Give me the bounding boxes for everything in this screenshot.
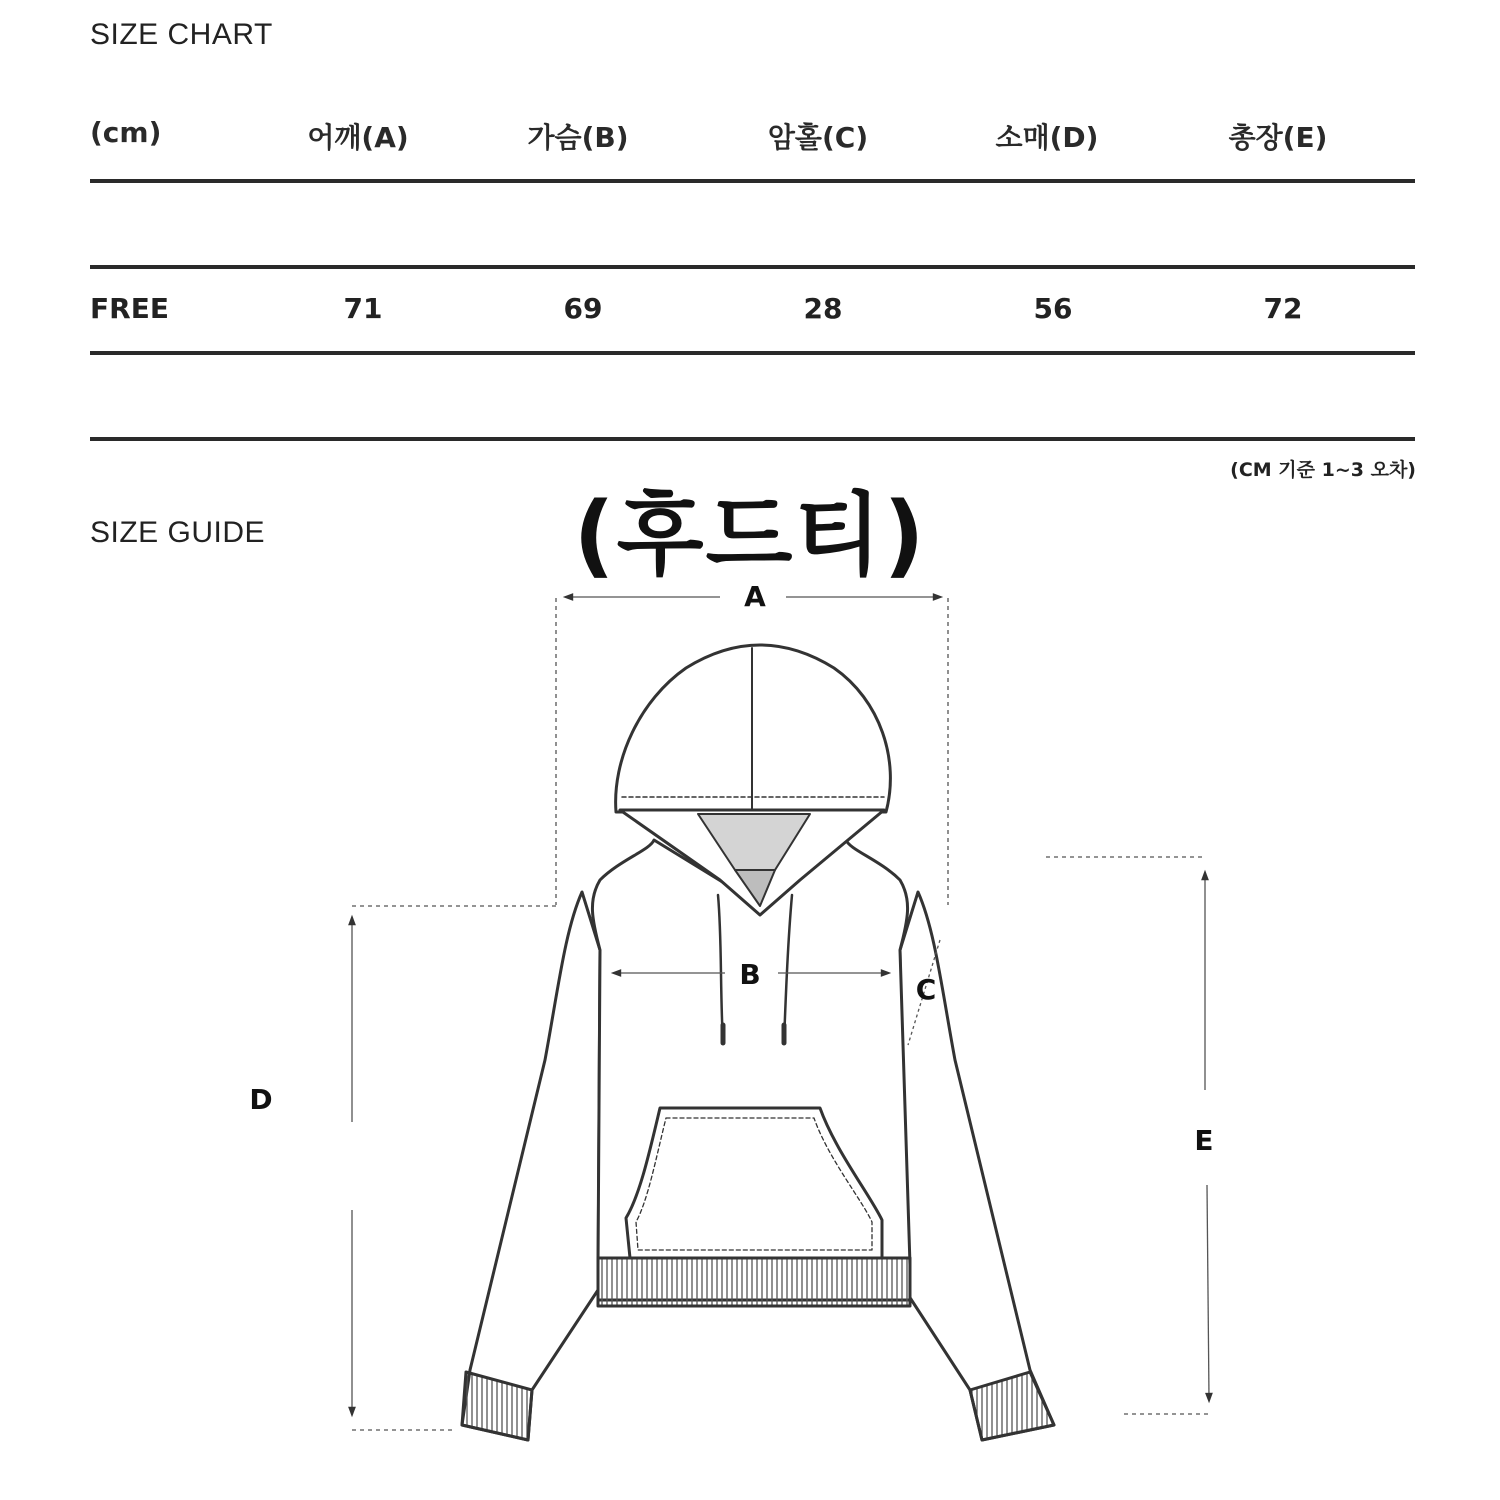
product-name: (후드티) [573, 483, 927, 588]
left-sleeve [462, 892, 600, 1440]
hoodie-illustration [462, 645, 1054, 1440]
dimension-label-b: B [739, 958, 761, 991]
column-header-length: 총장(E) [1228, 121, 1328, 154]
column-header-chest: 가슴(B) [527, 121, 629, 154]
column-header-armhole: 암홀(C) [767, 121, 869, 154]
dimension-label-e: E [1194, 1124, 1214, 1157]
hood [616, 645, 891, 812]
column-header-shoulder: 어깨(A) [307, 121, 409, 154]
hem-rib [598, 1258, 910, 1306]
size-label: FREE [90, 292, 169, 325]
size-guide-title: SIZE GUIDE [90, 516, 266, 549]
value-sleeve: 56 [1033, 292, 1073, 325]
size-chart-title: SIZE CHART [90, 18, 273, 51]
dimension-label-c: C [915, 973, 937, 1006]
value-armhole: 28 [803, 292, 843, 325]
value-shoulder: 71 [343, 292, 383, 325]
unit-label: (cm) [90, 116, 162, 149]
value-length: 72 [1263, 292, 1303, 325]
dimension-label-d: D [249, 1083, 273, 1116]
tolerance-note: (CM 기준 1~3 오차) [1230, 459, 1416, 481]
column-header-sleeve: 소매(D) [995, 121, 1099, 154]
value-chest: 69 [563, 292, 603, 325]
dimension-label-a: A [744, 580, 766, 613]
